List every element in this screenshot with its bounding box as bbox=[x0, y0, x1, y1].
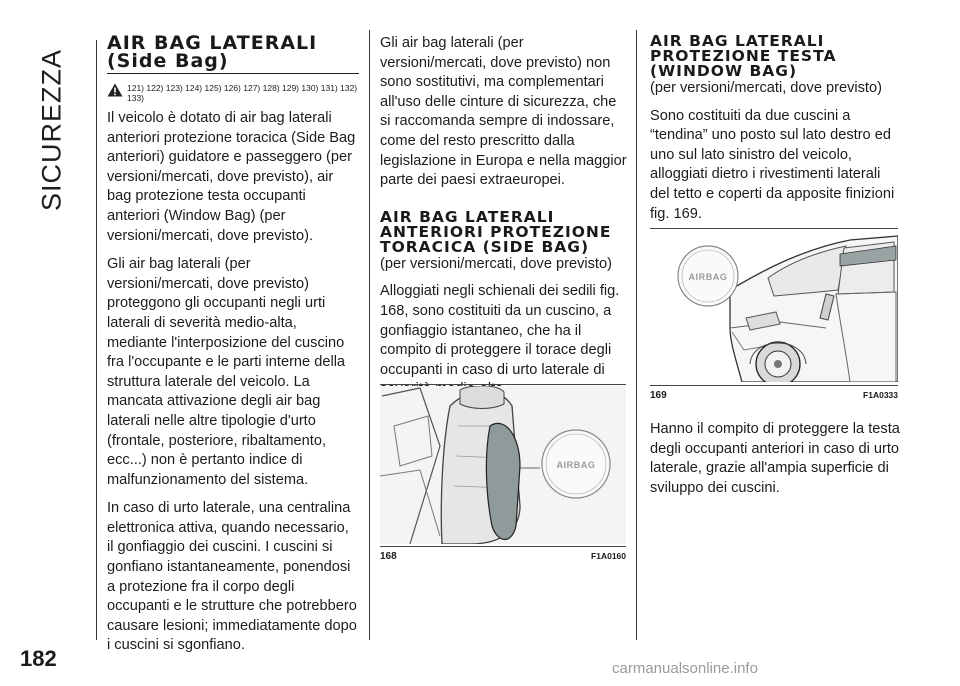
figure-bottom-rule bbox=[650, 385, 898, 386]
heading-line: AIR BAG LATERALI bbox=[650, 32, 825, 50]
page-number: 182 bbox=[20, 646, 57, 671]
heading-line: ANTERIORI PROTEZIONE bbox=[380, 222, 612, 241]
column-3 bbox=[650, 34, 900, 233]
figure-number: 168 bbox=[380, 551, 397, 562]
van-window-bag-illustration bbox=[650, 232, 898, 382]
column-divider bbox=[96, 40, 97, 640]
airbag-label: AIRBAG bbox=[556, 460, 596, 470]
figure-number: 169 bbox=[650, 390, 667, 401]
column-1 bbox=[107, 34, 359, 665]
figure-code: F1A0333 bbox=[863, 390, 898, 400]
figure-169 bbox=[650, 228, 898, 404]
column-2 bbox=[380, 34, 628, 409]
reference-list: 121) 122) 123) 124) 125) 126) 127) 128) 129) 130) 131) 132) 133) bbox=[127, 83, 358, 103]
figure-top-rule bbox=[380, 384, 626, 385]
column-divider bbox=[636, 30, 637, 640]
section-heading bbox=[107, 34, 359, 74]
figure-caption bbox=[380, 549, 626, 565]
paragraph: Hanno il compito di proteggere la testa degli occupanti anteriori in caso di urto laterale, grazie all'ampia superficie di sviluppo dei cuscini. bbox=[650, 421, 900, 496]
seat-airbag-illustration bbox=[380, 386, 626, 544]
subtitle: (per versioni/mercati, dove previsto) bbox=[380, 255, 612, 272]
paragraph: Gli air bag laterali (per versioni/mercati, dove previsto) proteggono gli occupanti negli urti laterali di severità medio-alta, mediante l'interposizione del cuscino fra l'occupante e le parti interne della struttura laterale del veicolo. La mancata attivazione degli air bag laterali nelle altre tipologie d'urto (frontale, posteriore, ribaltamento, ecc...) non è pertanto indice di malfunzionamento del sistema. bbox=[107, 256, 346, 488]
heading-line: AIR BAG LATERALI bbox=[107, 32, 318, 54]
figure-168 bbox=[380, 384, 626, 565]
column-divider bbox=[369, 30, 370, 640]
figure-bottom-rule bbox=[380, 546, 626, 547]
warning-icon bbox=[107, 83, 123, 97]
paragraph: Il veicolo è dotato di air bag laterali anteriori protezione toracica (Side Bag anteriori) guidatore e passeggero (per versioni/mercati, dove previsto), air bag protezione testa occupanti anteriori (Window Bag) (per versioni/mercati, dove previsto). bbox=[107, 110, 356, 244]
paragraph: Sono costituiti da due cuscini a “tendina” uno posto sul lato destro ed uno sul lato sinistro del veicolo, alloggiati dietro i rivestimenti laterali del tetto e coperti da apposite finizioni fig. 169. bbox=[650, 107, 895, 222]
paragraph: Gli air bag laterali (per versioni/mercati, dove previsto) non sono sostitutivi, ma complementari all'uso delle cinture di sicurezza, che si raccomanda sempre di indossare, come del resto prescritto dalla legislazione in Europa e nella maggior parte dei paesi extraeuropei. bbox=[380, 35, 627, 189]
section-title: SICUREZZA bbox=[36, 48, 67, 212]
figure-caption bbox=[650, 388, 898, 404]
column-3-lower bbox=[650, 420, 900, 507]
heading-line: AIR BAG LATERALI bbox=[380, 207, 555, 226]
heading-line: TORACICA (SIDE BAG) bbox=[380, 237, 590, 256]
watermark: carmanualsonline.info bbox=[612, 660, 758, 677]
section-label bbox=[22, 30, 82, 230]
airbag-label: AIRBAG bbox=[688, 272, 728, 282]
heading-line: PROTEZIONE TESTA bbox=[650, 47, 837, 65]
paragraph: Alloggiati negli schienali dei sedili fig. 168, sono costituiti da un cuscino, a gonfiaggio istantaneo, che ha il compito di proteggere il torace degli occupanti in caso di urto laterale di bbox=[380, 283, 620, 378]
figure-code: F1A0160 bbox=[591, 551, 626, 561]
paragraph: In caso di urto laterale, una centralina elettronica attiva, quando necessario, il gonfiaggio dei cuscini. I cuscini si gonfiano istantaneamente, ponendosi a protezione fra il corpo degli occupanti e le strutture che potrebbero causare lesioni; immediatamente dopo i cuscini si sgonfiano. bbox=[107, 500, 357, 654]
figure-top-rule bbox=[650, 228, 898, 229]
heading-line: (WINDOW BAG) bbox=[650, 62, 798, 80]
subtitle: (per versioni/mercati, dove previsto) bbox=[650, 80, 882, 96]
warning-references bbox=[107, 83, 359, 103]
heading-line: (Side Bag) bbox=[107, 50, 229, 72]
